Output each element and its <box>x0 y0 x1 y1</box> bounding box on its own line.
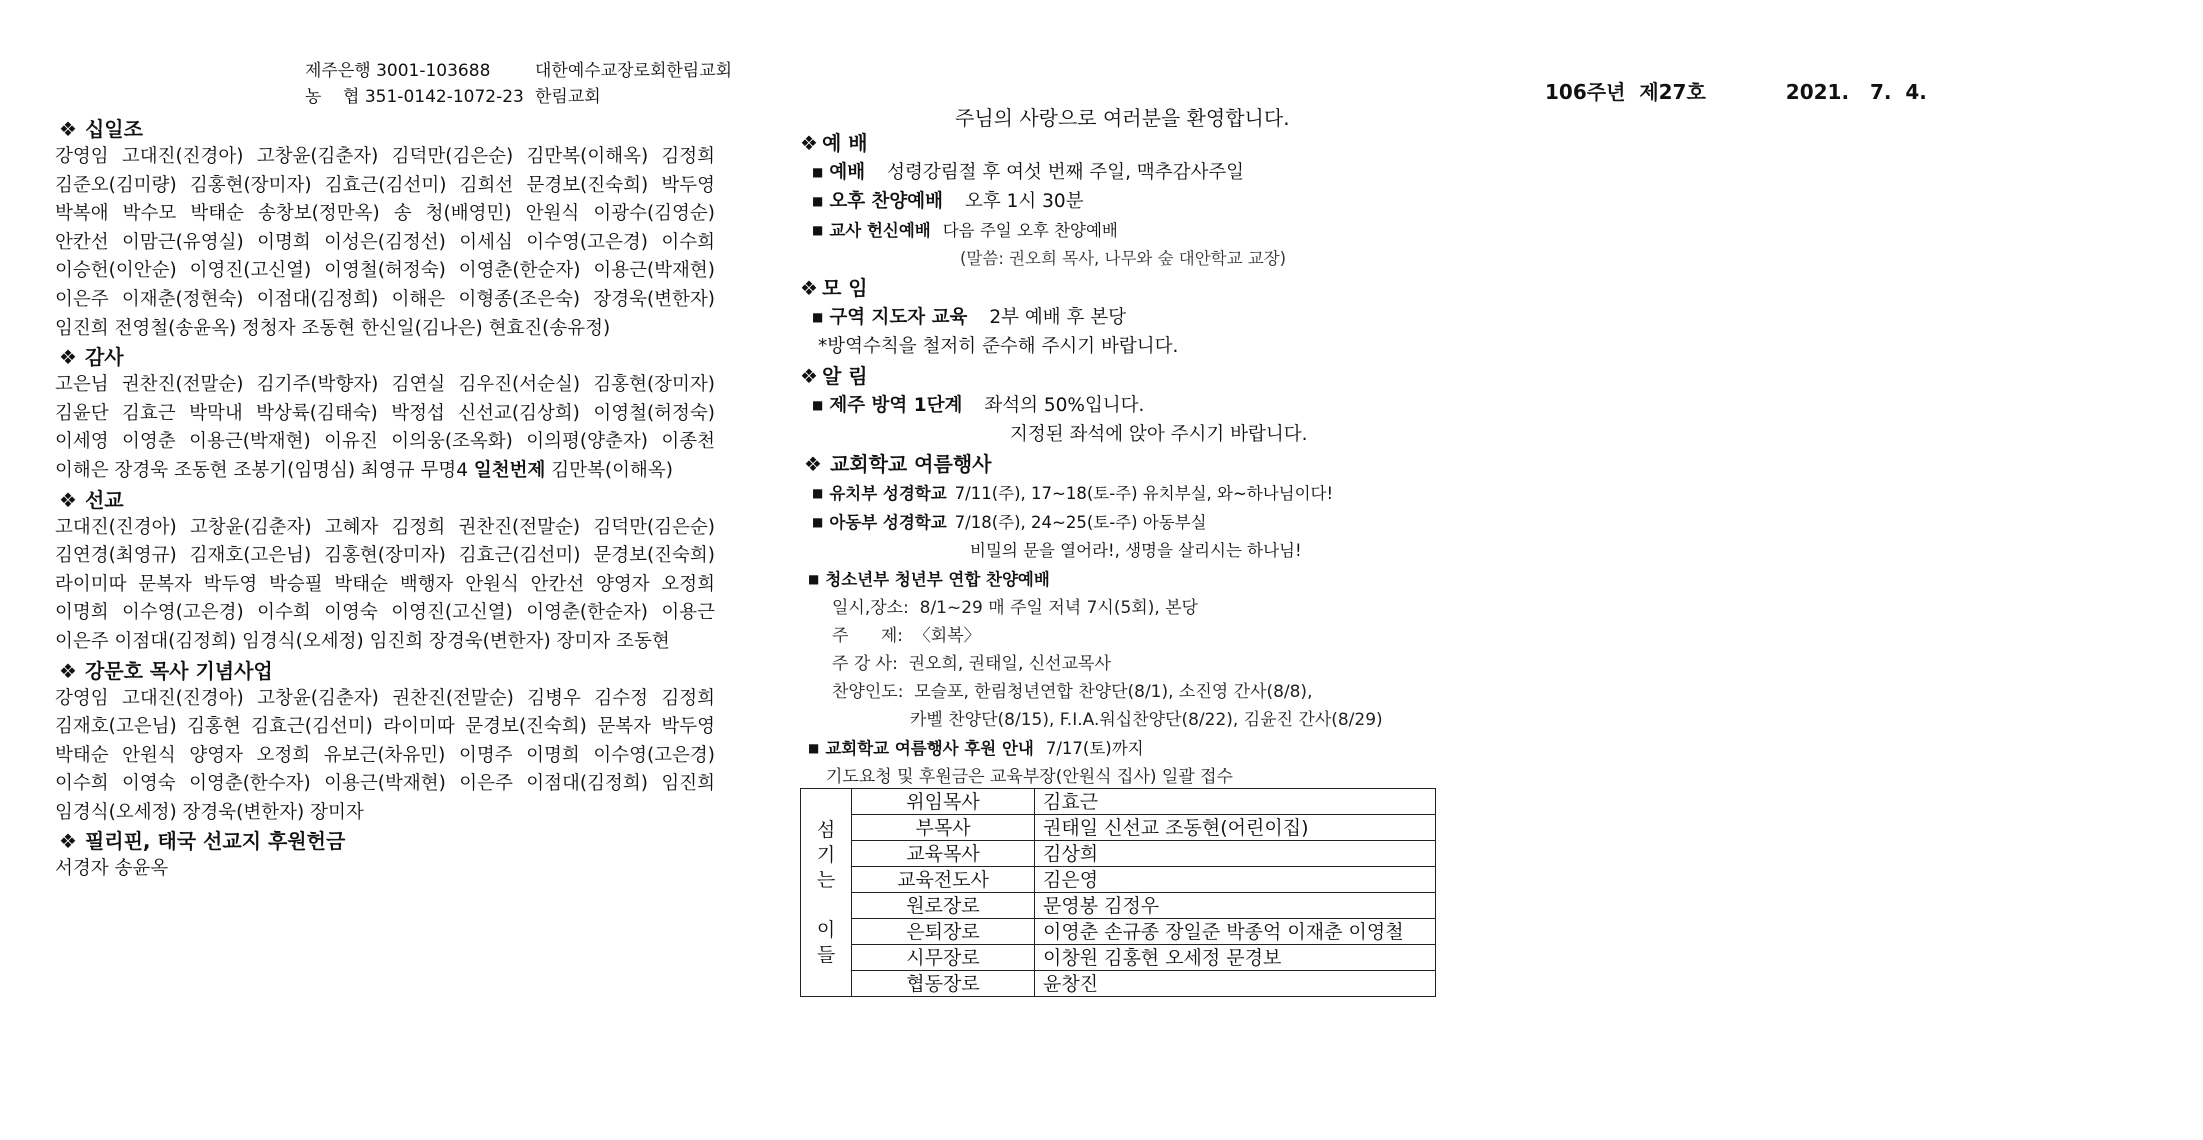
meeting-item: ■ 구역 지도자 교육 2부 예배 후 본당 <box>812 307 1126 328</box>
meeting-note: *방역수칙을 철저히 준수해 주시기 바랍니다. <box>818 336 1179 357</box>
name-line: 이수희 이영숙 이영춘(한수자) 이용근(박재현) 이은주 이점대(김정희) 임진희 <box>55 773 715 795</box>
name-line: 임경식(오세정) 장경욱(변한자) 장미자 <box>55 801 364 823</box>
staff-names: 권태일 신선교 조동현(어린이집) <box>1035 815 1436 841</box>
notice-line-2: 지정된 좌석에 앉아 주시기 바랍니다. <box>1010 424 1308 445</box>
square-bullet-icon: ■ <box>812 223 824 237</box>
notice-item: ■ 제주 방역 1단계 좌석의 50%입니다. <box>812 395 1145 416</box>
bank-info <box>305 58 732 110</box>
name-line: 안칸선 이맘근(유영실) 이명희 이성은(김정선) 이세심 이수영(고은경) 이수희 <box>55 231 715 253</box>
bank-account-2: 농 협 351-0142-1072-23 <box>305 87 524 107</box>
name-line: 박복애 박수모 박태순 송창보(정만옥) 송 청(배영민) 안원식 이광수(김영순) <box>55 203 715 225</box>
meeting-heading: ❖ 모 임 <box>800 276 868 300</box>
name-line: 이은주 이점대(김정희) 임경식(오세정) 임진희 장경욱(변한자) 장미자 조동현 <box>55 630 670 652</box>
diamond-icon: ❖ <box>800 364 818 388</box>
name-line: 김준오(김미량) 김홍현(장미자) 김효근(김선미) 김희선 문경보(진숙희) 박두영 <box>55 174 715 196</box>
name-line: 고대진(진경아) 고창윤(김춘자) 고혜자 김정희 권찬진(전말순) 김덕만(김은순) <box>55 516 715 538</box>
section-title: 감사 <box>84 345 124 370</box>
name-line: 박태순 안원식 양영자 오정희 유보근(차유민) 이명주 이명희 이수영(고은경) <box>55 744 715 766</box>
youth-praise-1: 찬양인도: 모슬포, 한림청년연합 찬양단(8/1), 소진영 간사(8/8), <box>832 682 1313 702</box>
worship-item-3: ■ 교사 헌신예배 다음 주일 오후 찬양예배 <box>812 221 1118 240</box>
staff-role: 교육전도사 <box>852 867 1035 893</box>
side-char: 섬 <box>816 818 836 841</box>
youth-date: 일시,장소: 8/1~29 매 주일 저녁 7시(5회), 본당 <box>832 598 1198 618</box>
staff-row <box>801 919 1436 945</box>
staff-role: 교육목사 <box>852 841 1035 867</box>
offering-lists <box>55 115 715 884</box>
kinder-item: ■ 유치부 성경학교 7/11(주), 17~18(토-주) 유치부실, 와~하나님이다! <box>812 484 1334 503</box>
staff-role: 협동장로 <box>852 971 1035 997</box>
name-line: 김연경(최영규) 김재호(고은님) 김홍현(장미자) 김효근(김선미) 문경보(진숙희) <box>55 545 715 567</box>
diamond-icon: ❖ <box>800 131 818 155</box>
name-line: 임진희 전영철(송윤옥) 정청자 조동현 한신일(김나은) 현효진(송유정) <box>55 317 611 339</box>
staff-table <box>800 788 1436 997</box>
staff-role: 은퇴장로 <box>852 919 1035 945</box>
youth-speaker: 주 강 사: 권오희, 권태일, 신선교목사 <box>832 654 1111 674</box>
name-line: 이승헌(이안순) 이영진(고신열) 이영철(허정숙) 이영춘(한순자) 이용근(박재현) <box>55 260 715 282</box>
name-line: 라이미따 문복자 박두영 박승필 박태순 백행자 안원식 안칸선 양영자 오정희 <box>55 573 715 595</box>
issue-number: 106주년 제27호 <box>1545 80 1706 104</box>
staff-row <box>801 971 1436 997</box>
name-line: 강영임 고대진(진경아) 고창윤(김춘자) 김덕만(김은순) 김만복(이해옥) 김정희 <box>55 146 715 167</box>
name-line: 이세영 이영춘 이용근(박재현) 이유진 이의웅(조옥화) 이의평(양춘자) 이종천 <box>55 431 715 453</box>
diamond-icon: ❖ <box>59 829 77 854</box>
square-bullet-icon: ■ <box>808 572 820 586</box>
diamond-icon: ❖ <box>59 345 77 370</box>
section-heading <box>59 486 715 514</box>
staff-row <box>801 841 1436 867</box>
section-heading <box>59 343 715 371</box>
section-title: 선교 <box>84 487 124 512</box>
square-bullet-icon: ■ <box>812 398 824 412</box>
section-title: 십일조 <box>84 117 143 141</box>
section-heading <box>59 657 715 685</box>
section-heading <box>59 115 715 143</box>
staff-role: 위임목사 <box>852 789 1035 815</box>
diamond-icon: ❖ <box>804 452 822 476</box>
staff-names: 김상희 <box>1035 841 1436 867</box>
section-title: 강문호 목사 기념사업 <box>84 658 273 683</box>
issue-header <box>1545 76 2007 105</box>
staff-role: 원로장로 <box>852 893 1035 919</box>
support-text: 기도요청 및 후원금은 교육부장(안원식 집사) 일괄 접수 <box>826 767 1233 787</box>
welcome-message: 주님의 사랑으로 여러분을 환영합니다. <box>955 106 1290 130</box>
youth-praise-2: 카벨 찬양단(8/15), F.I.A.워십찬양단(8/22), 김윤진 간사(8/29) <box>910 710 1383 730</box>
square-bullet-icon: ■ <box>812 194 824 208</box>
staff-side-label <box>801 789 852 997</box>
staff-row <box>801 789 1436 815</box>
youth-item: ■ 청소년부 청년부 연합 찬양예배 <box>808 570 1050 589</box>
staff-names: 김은영 <box>1035 867 1436 893</box>
diamond-icon: ❖ <box>59 117 77 141</box>
staff-names: 이영춘 손규종 장일준 박종억 이재춘 이영철 <box>1035 919 1436 945</box>
youth-theme: 주 제: 〈회복〉 <box>832 626 981 646</box>
staff-names: 이창원 김홍현 오세정 문경보 <box>1035 945 1436 971</box>
staff-names: 문영봉 김정우 <box>1035 893 1436 919</box>
support-item: ■ 교회학교 여름행사 후원 안내 7/17(토)까지 <box>808 739 1144 758</box>
name-line: 김재호(고은님) 김홍현 김효근(김선미) 라이미따 문경보(진숙희) 문복자 박두영 <box>55 716 715 738</box>
diamond-icon: ❖ <box>800 276 818 300</box>
side-char: 이 <box>816 918 836 941</box>
child-item: ■ 아동부 성경학교 7/18(주), 24~25(토-주) 아동부실 <box>812 513 1207 532</box>
name-line: 이명희 이수영(고은경) 이수희 이영숙 이영진(고신열) 이영춘(한순자) 이용근 <box>55 602 715 624</box>
bank-holder-1: 대한예수교장로회한림교회 <box>535 61 733 81</box>
square-bullet-icon: ■ <box>812 515 824 529</box>
diamond-icon: ❖ <box>59 487 77 512</box>
staff-row <box>801 945 1436 971</box>
announcements <box>800 128 1440 791</box>
child-theme: 비밀의 문을 열어라!, 생명을 살리시는 하나님! <box>970 541 1302 560</box>
issue-date: 2021. 7. 4. <box>1785 80 1927 104</box>
diamond-icon: ❖ <box>59 658 77 683</box>
school-heading: ❖ 교회학교 여름행사 <box>804 452 992 476</box>
name-line: 강영임 고대진(진경아) 고창윤(김춘자) 권찬진(전말순) 김병우 김수정 김정희 <box>55 687 715 709</box>
square-bullet-icon: ■ <box>808 741 820 755</box>
worship-item-2: ■ 오후 찬양예배 오후 1시 30분 <box>812 191 1084 212</box>
square-bullet-icon: ■ <box>812 310 824 324</box>
worship-note: (말씀: 권오희 목사, 나무와 숲 대안학교 교장) <box>960 249 1287 268</box>
section-heading <box>59 827 715 855</box>
section-title: 필리핀, 태국 선교지 후원헌금 <box>84 829 346 854</box>
side-char <box>801 893 851 918</box>
staff-names: 윤창진 <box>1035 971 1436 997</box>
name-line: 김윤단 김효근 박막내 박상륙(김태숙) 박정섭 신선교(김상희) 이영철(허정숙) <box>55 402 715 424</box>
side-char: 기 <box>816 843 836 866</box>
side-char: 는 <box>816 868 836 891</box>
staff-row <box>801 867 1436 893</box>
staff-role: 부목사 <box>852 815 1035 841</box>
side-char: 들 <box>816 943 836 966</box>
bank-holder-2: 한림교회 <box>535 87 601 107</box>
worship-item-1: ■ 예배 성령강림절 후 여섯 번째 주일, 맥추감사주일 <box>812 162 1245 183</box>
staff-role: 시무장로 <box>852 945 1035 971</box>
staff-row <box>801 893 1436 919</box>
name-line: 서경자 송윤옥 <box>55 858 169 880</box>
name-line: 이은주 이재춘(정현숙) 이점대(김정희) 이해은 이형종(조은숙) 장경욱(변한자) <box>55 288 715 310</box>
staff-names: 김효근 <box>1035 789 1436 815</box>
bank-account-1: 제주은행 3001-103688 <box>305 61 491 81</box>
staff-row <box>801 815 1436 841</box>
notice-heading: ❖ 알 림 <box>800 364 868 388</box>
square-bullet-icon: ■ <box>812 486 824 500</box>
worship-heading: ❖ 예 배 <box>800 131 868 155</box>
name-line: 이해은 장경욱 조동현 조봉기(임명심) 최영규 무명4 일천번제 김만복(이해옥) <box>55 459 673 481</box>
square-bullet-icon: ■ <box>812 165 824 179</box>
name-line: 고은님 권찬진(전말순) 김기주(박향자) 김연실 김우진(서순실) 김홍현(장미자) <box>55 374 715 396</box>
